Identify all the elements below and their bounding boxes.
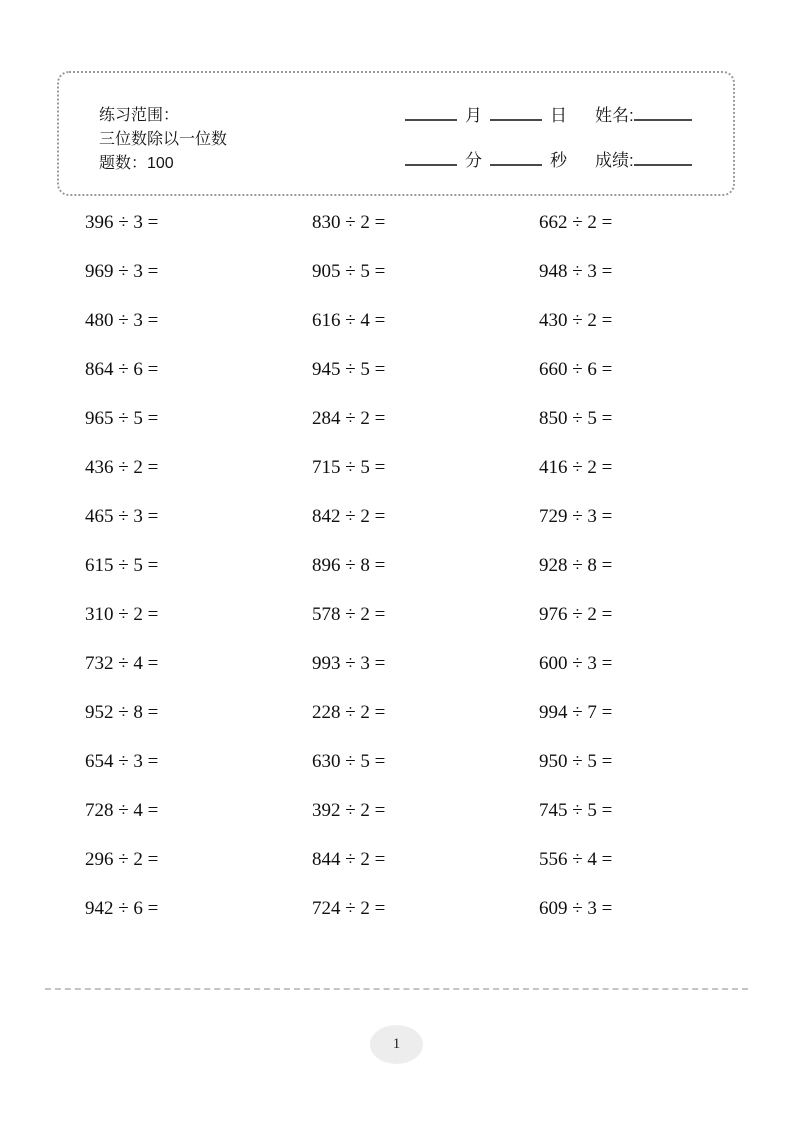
division-problem: 396 ÷ 3 = xyxy=(85,212,159,233)
second-label: 秒 xyxy=(550,151,567,170)
header-info-block xyxy=(99,104,227,176)
name-label: 姓名: xyxy=(595,106,634,125)
division-problem: 950 ÷ 5 = xyxy=(539,751,613,772)
division-problem: 976 ÷ 2 = xyxy=(539,604,613,625)
division-problem: 728 ÷ 4 = xyxy=(85,800,159,821)
division-problem: 654 ÷ 3 = xyxy=(85,751,159,772)
division-problem: 729 ÷ 3 = xyxy=(539,506,613,527)
division-problem: 994 ÷ 7 = xyxy=(539,702,613,723)
time-score-line xyxy=(405,146,715,170)
division-problem: 724 ÷ 2 = xyxy=(312,898,386,919)
division-problem: 842 ÷ 2 = xyxy=(312,506,386,527)
division-problem: 732 ÷ 4 = xyxy=(85,653,159,674)
division-problem: 830 ÷ 2 = xyxy=(312,212,386,233)
day-label: 日 xyxy=(550,106,567,125)
division-problem: 615 ÷ 5 = xyxy=(85,555,159,576)
header-fillin-block xyxy=(405,101,715,170)
division-problem: 310 ÷ 2 = xyxy=(85,604,159,625)
division-problem: 616 ÷ 4 = xyxy=(312,310,386,331)
division-problem: 480 ÷ 3 = xyxy=(85,310,159,331)
division-problem: 850 ÷ 5 = xyxy=(539,408,613,429)
division-problem: 715 ÷ 5 = xyxy=(312,457,386,478)
division-problem: 430 ÷ 2 = xyxy=(539,310,613,331)
division-problem: 864 ÷ 6 = xyxy=(85,359,159,380)
minute-blank xyxy=(405,150,457,166)
division-problem: 905 ÷ 5 = xyxy=(312,261,386,282)
division-problem: 436 ÷ 2 = xyxy=(85,457,159,478)
division-problem: 942 ÷ 6 = xyxy=(85,898,159,919)
division-problem: 928 ÷ 8 = xyxy=(539,555,613,576)
date-name-line xyxy=(405,101,715,125)
division-problem: 662 ÷ 2 = xyxy=(539,212,613,233)
month-label: 月 xyxy=(465,106,482,125)
practice-scope-label: 练习范围： xyxy=(99,107,180,124)
division-problem: 416 ÷ 2 = xyxy=(539,457,613,478)
division-problem: 609 ÷ 3 = xyxy=(539,898,613,919)
division-problem: 630 ÷ 5 = xyxy=(312,751,386,772)
division-problem: 284 ÷ 2 = xyxy=(312,408,386,429)
division-problem: 844 ÷ 2 = xyxy=(312,849,386,870)
division-problem: 296 ÷ 2 = xyxy=(85,849,159,870)
division-problem: 948 ÷ 3 = xyxy=(539,261,613,282)
name-blank xyxy=(634,105,692,121)
division-problem: 465 ÷ 3 = xyxy=(85,506,159,527)
division-problem: 993 ÷ 3 = xyxy=(312,653,386,674)
day-blank xyxy=(490,105,542,121)
month-blank xyxy=(405,105,457,121)
footer-divider xyxy=(45,988,748,990)
practice-scope-value: 三位数除以一位数 xyxy=(99,131,228,148)
division-problem: 945 ÷ 5 = xyxy=(312,359,386,380)
division-problem: 660 ÷ 6 = xyxy=(539,359,613,380)
minute-label: 分 xyxy=(465,151,482,170)
score-label: 成绩: xyxy=(595,151,634,170)
division-problem: 896 ÷ 8 = xyxy=(312,555,386,576)
division-problem: 745 ÷ 5 = xyxy=(539,800,613,821)
page-number: 1 xyxy=(392,1036,401,1052)
score-blank xyxy=(634,150,692,166)
division-problem: 600 ÷ 3 = xyxy=(539,653,613,674)
division-problem: 578 ÷ 2 = xyxy=(312,604,386,625)
division-problem: 228 ÷ 2 = xyxy=(312,702,386,723)
page-number-badge xyxy=(370,1025,423,1064)
division-problem: 965 ÷ 5 = xyxy=(85,408,159,429)
division-problem: 952 ÷ 8 = xyxy=(85,702,159,723)
problems-grid xyxy=(85,198,766,933)
worksheet-header xyxy=(57,71,735,196)
division-problem: 392 ÷ 2 = xyxy=(312,800,386,821)
problem-count: 题数：100 xyxy=(99,155,174,172)
division-problem: 556 ÷ 4 = xyxy=(539,849,613,870)
second-blank xyxy=(490,150,542,166)
division-problem: 969 ÷ 3 = xyxy=(85,261,159,282)
